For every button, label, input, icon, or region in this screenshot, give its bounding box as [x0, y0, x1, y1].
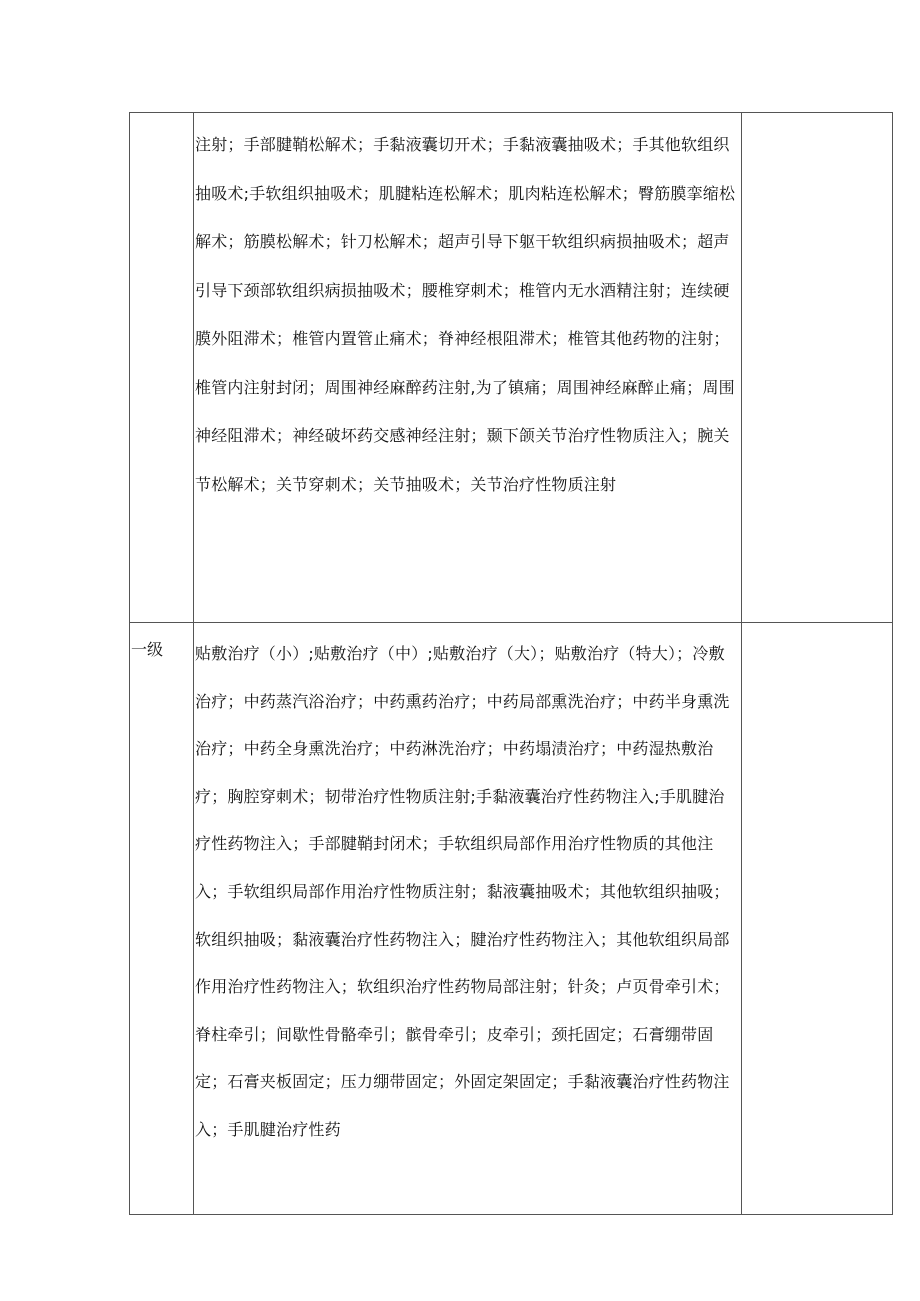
procedure-list-cell: 注射；手部腱鞘松解术；手黏液囊切开术；手黏液囊抽吸术；手其他软组织抽吸术;手软组织抽吸术；肌腱粘连松解术；肌肉粘连松解术；臀筋膜挛缩松解术；筋膜松解术；针刀松解术；超声引导下躯干软组织病损抽吸术；超声引导下颈部软组织病损抽吸术；腰椎穿刺术；椎管内无水酒精注射；连续硬膜外阻滞术；椎管内置管止痛术；脊神经根阻滞术；椎管其他药物的注射；椎管内注射封闭；周围神经麻醉药注射,为了镇痛；周围神经麻醉止痛；周围神经阻滞术；神经破坏药交感神经注射；颞下颌关节治疗性物质注入；腕关节松解术；关节穿刺术；关节抽吸术；关节治疗性物质注射: [194, 113, 742, 623]
extra-cell: [742, 113, 893, 623]
level-cell: [130, 113, 194, 623]
procedure-list-cell: 贴敷治疗（小）;贴敷治疗（中）;贴敷治疗（大）；贴敷治疗（特大）；冷敷治疗；中药蒸汽浴治疗；中药熏药治疗；中药局部熏洗治疗；中药半身熏洗治疗；中药全身熏洗治疗；中药淋洗治疗；中药塌渍治疗；中药湿热敷治疗；胸腔穿刺术；韧带治疗性物质注射;手黏液囊治疗性药物注入;手肌腱治疗性药物注入；手部腱鞘封闭术；手软组织局部作用治疗性物质的其他注入；手软组织局部作用治疗性物质注射；黏液囊抽吸术；其他软组织抽吸；软组织抽吸；黏液囊治疗性药物注入；腱治疗性药物注入；其他软组织局部作用治疗性药物注入；软组织治疗性药物局部注射；针灸；卢页骨牵引术；脊柱牵引；间歇性骨骼牵引；髌骨牵引；皮牵引；颈托固定；石膏绷带固定；石膏夹板固定；压力绷带固定；外固定架固定；手黏液囊治疗性药物注入；手肌腱治疗性药: [194, 623, 742, 1215]
procedure-table: [129, 112, 893, 1215]
level-cell: 一级: [130, 623, 194, 1215]
extra-cell: [742, 623, 893, 1215]
table-row: [130, 623, 893, 1215]
table-row: [130, 113, 893, 623]
